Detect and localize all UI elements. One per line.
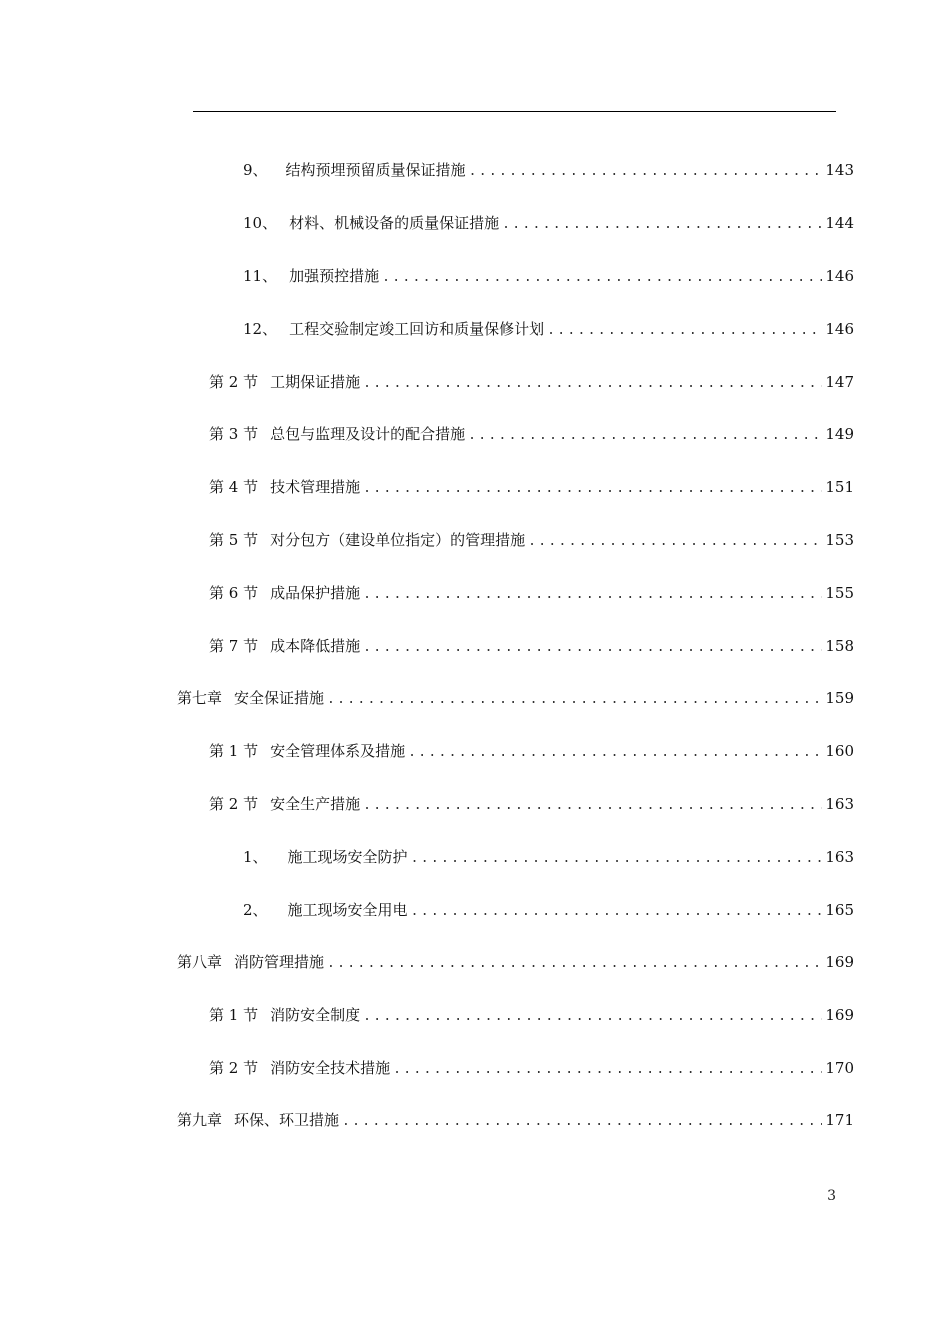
toc-entry-product-protection[interactable] [209,581,854,605]
toc-dot-leader [342,1110,822,1134]
toc-entry-safety-management-system[interactable] [209,739,854,763]
toc-dot-leader [363,583,822,607]
toc-entry-number: 第九章 [177,1111,223,1129]
toc-dot-leader [528,530,822,554]
toc-entry-title: 成品保护措施 [270,584,361,602]
toc-entry-title: 安全生产措施 [270,795,361,813]
toc-entry-title: 工程交验制定竣工回访和质量保修计划 [289,320,545,338]
toc-entry-page: 171 [825,1111,854,1129]
toc-entry-page: 144 [825,214,854,232]
toc-dot-leader [411,847,823,871]
toc-entry-fire-safety-rules[interactable] [209,1003,854,1027]
toc-entry-page: 147 [825,373,854,391]
toc-dot-leader [363,372,822,396]
toc-dot-leader [327,952,822,976]
toc-entry-safe-production[interactable] [209,792,854,816]
toc-entry-quality-materials-equipment[interactable] [243,211,854,235]
toc-entry-preventive-control[interactable] [243,264,854,288]
toc-entry-title: 结构预埋预留质量保证措施 [285,161,466,179]
toc-entry-title: 工期保证措施 [270,373,361,391]
toc-dot-leader [469,160,823,184]
toc-entry-page: 146 [825,267,854,285]
toc-dot-leader [502,213,822,237]
toc-entry-number: 第 5 节 [209,531,259,549]
toc-entry-page: 149 [825,425,854,443]
toc-entry-subcontractor-management[interactable] [209,528,854,552]
toc-dot-leader [408,741,822,765]
toc-entry-number: 第 2 节 [209,1059,259,1077]
toc-dot-leader [363,794,822,818]
toc-entry-number: 第 1 节 [209,1006,259,1024]
toc-entry-coordination-measures[interactable] [209,422,854,446]
toc-entry-fire-safety-technical[interactable] [209,1056,854,1080]
toc-dot-leader [363,477,822,501]
toc-entry-page: 151 [825,478,854,496]
toc-entry-number: 第 2 节 [209,795,259,813]
toc-entry-number: 第七章 [177,689,223,707]
toc-entry-number: 1、 [243,848,268,866]
toc-entry-title: 安全管理体系及措施 [270,742,406,760]
toc-entry-number: 2、 [243,901,268,919]
toc-entry-chapter-safety[interactable] [177,686,854,710]
toc-entry-title: 施工现场安全防护 [287,848,408,866]
toc-entry-number: 第 1 节 [209,742,259,760]
toc-entry-page: 163 [825,795,854,813]
toc-entry-title: 对分包方（建设单位指定）的管理措施 [270,531,526,549]
toc-entry-title: 材料、机械设备的质量保证措施 [289,214,500,232]
toc-entry-page: 170 [825,1059,854,1077]
toc-entry-page: 159 [825,689,854,707]
toc-dot-leader [468,424,822,448]
toc-entry-chapter-environmental[interactable] [177,1108,854,1132]
toc-dot-leader [411,900,823,924]
toc-dot-leader [327,688,822,712]
toc-dot-leader [363,1005,822,1029]
toc-entry-number: 9、 [243,161,268,179]
toc-entry-title: 安全保证措施 [234,689,325,707]
toc-dot-leader [363,636,822,660]
toc-entry-page: 169 [825,1006,854,1024]
toc-entry-chapter-fire-management[interactable] [177,950,854,974]
toc-entry-number: 12、 [243,320,278,338]
toc-entry-technical-management[interactable] [209,475,854,499]
toc-entry-title: 技术管理措施 [270,478,361,496]
page-number: 3 [827,1188,836,1204]
toc-entry-page: 163 [825,848,854,866]
toc-entry-title: 环保、环卫措施 [234,1111,340,1129]
toc-entry-title: 成本降低措施 [270,637,361,655]
toc-entry-number: 10、 [243,214,278,232]
toc-entry-page: 160 [825,742,854,760]
toc-entry-title: 总包与监理及设计的配合措施 [270,425,466,443]
toc-entry-number: 第 4 节 [209,478,259,496]
toc-entry-title: 消防安全制度 [270,1006,361,1024]
toc-entry-title: 消防管理措施 [234,953,325,971]
toc-entry-number: 第八章 [177,953,223,971]
toc-entry-cost-reduction[interactable] [209,634,854,658]
toc-entry-number: 第 3 节 [209,425,259,443]
toc-entry-page: 143 [825,161,854,179]
toc-entry-number: 11、 [243,267,278,285]
toc-entry-acceptance-warranty-plan[interactable] [243,317,854,341]
toc-entry-schedule-assurance[interactable] [209,370,854,394]
toc-entry-page: 155 [825,584,854,602]
toc-entry-site-electrical-safety[interactable] [243,898,854,922]
toc-entry-number: 第 6 节 [209,584,259,602]
toc-entry-number: 第 7 节 [209,637,259,655]
toc-entry-quality-structure-embedment[interactable] [243,158,854,182]
toc-entry-title: 加强预控措施 [289,267,380,285]
toc-dot-leader [393,1058,822,1082]
toc-entry-site-safety-protection[interactable] [243,845,854,869]
toc-entry-page: 169 [825,953,854,971]
toc-entry-number: 第 2 节 [209,373,259,391]
toc-entry-page: 153 [825,531,854,549]
toc-entry-title: 消防安全技术措施 [270,1059,391,1077]
toc-entry-page: 146 [825,320,854,338]
toc-entry-page: 158 [825,637,854,655]
toc-dot-leader [547,319,822,343]
toc-entry-page: 165 [825,901,854,919]
toc-dot-leader [382,266,822,290]
toc-entry-title: 施工现场安全用电 [287,901,408,919]
